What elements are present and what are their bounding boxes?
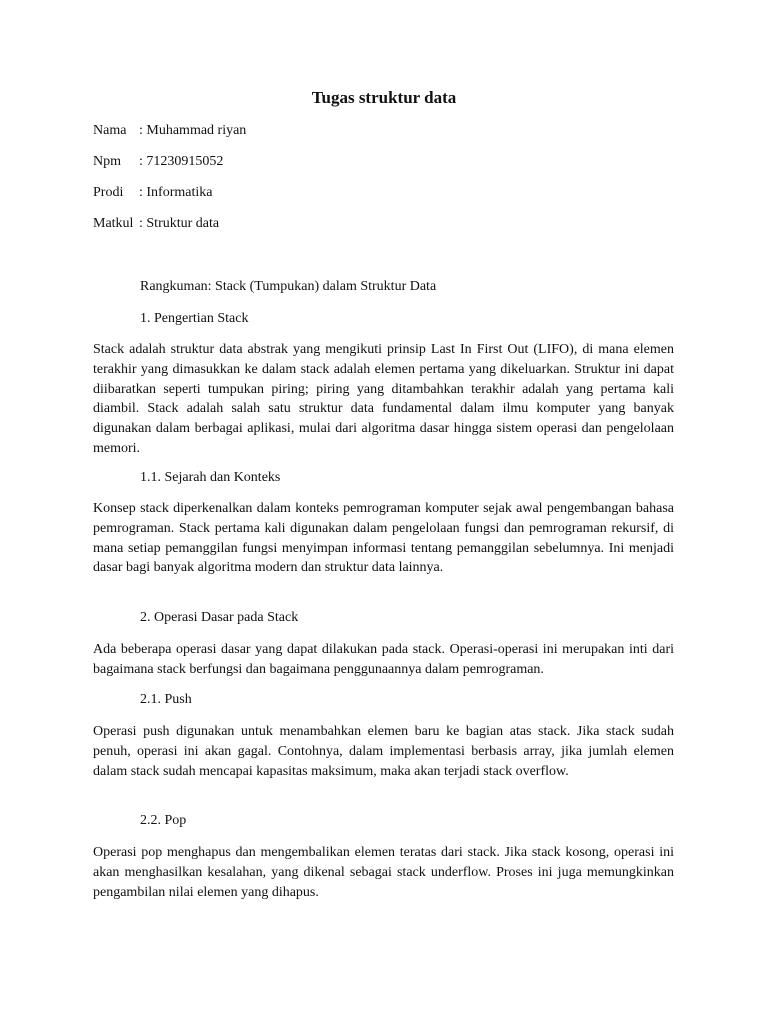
section-paragraph: Ada beberapa operasi dasar yang dapat dilakukan pada stack. Operasi-operasi ini merupakan inti dari bagaimana stack berfungsi dan bagaimana penggunaannya dalam pemrograman. xyxy=(93,642,674,677)
info-value: : Muhammad riyan xyxy=(139,123,247,138)
info-row-nama xyxy=(93,122,246,140)
section-paragraph: Stack adalah struktur data abstrak yang mengikuti prinsip Last In First Out (LIFO), di mana elemen terakhir yang dimasukkan ke dalam stack adalah elemen pertama yang dikeluarkan. Struktur ini dapat diibaratkan seperti tumpukan piring; piring yang ditambahkan terakhir adalah yang pertama kali diambil. Stack adalah salah satu struktur data fundamental dalam ilmu komputer yang banyak digunakan dalam berbagai aplikasi, mulai dari algoritma dasar hingga sistem operasi dan pengelolaan memori. xyxy=(93,342,674,456)
section-heading: 2. Operasi Dasar pada Stack xyxy=(140,610,299,625)
info-row-matkul xyxy=(93,215,219,233)
info-row-prodi xyxy=(93,184,212,202)
info-label: Npm xyxy=(93,154,121,169)
info-label: Prodi xyxy=(93,185,124,200)
section-heading: 2.2. Pop xyxy=(140,813,187,828)
document-title: Tugas struktur data xyxy=(311,88,457,107)
info-value: : 71230915052 xyxy=(139,154,224,169)
info-value: : Informatika xyxy=(139,185,213,200)
section-paragraph: Konsep stack diperkenalkan dalam konteks pemrograman komputer sejak awal pengembangan bahasa pemrograman. Stack pertama kali digunakan dalam pengelolaan fungsi dan pemrograman rekursif, di mana setiap pemanggilan fungsi menyimpan informasi tentang pemanggilan sebelumnya. Ini menjadi dasar bagi banyak algoritma modern dan struktur data lainnya. xyxy=(93,501,674,576)
info-value: : Struktur data xyxy=(139,216,220,231)
section-paragraph: Operasi push digunakan untuk menambahkan elemen baru ke bagian atas stack. Jika stack sudah penuh, operasi ini akan gagal. Contohnya, dalam implementasi berbasis array, jika jumlah elemen dalam stack sudah mencapai kapasitas maksimum, maka akan terjadi stack overflow. xyxy=(93,724,674,779)
info-label: Nama xyxy=(93,123,127,138)
section-heading: 1. Pengertian Stack xyxy=(140,311,249,326)
section-heading: 2.1. Push xyxy=(140,692,192,707)
section-paragraph: Operasi pop menghapus dan mengembalikan elemen teratas dari stack. Jika stack kosong, operasi ini akan menghasilkan kesalahan, yang dikenal sebagai stack underflow. Proses ini juga memungkinkan pengambilan nilai elemen yang dihapus. xyxy=(93,845,674,900)
summary-title: Rangkuman: Stack (Tumpukan) dalam Struktur Data xyxy=(140,279,437,294)
info-label: Matkul xyxy=(93,216,134,231)
section-heading: 1.1. Sejarah dan Konteks xyxy=(140,470,281,485)
info-row-npm xyxy=(93,153,223,171)
